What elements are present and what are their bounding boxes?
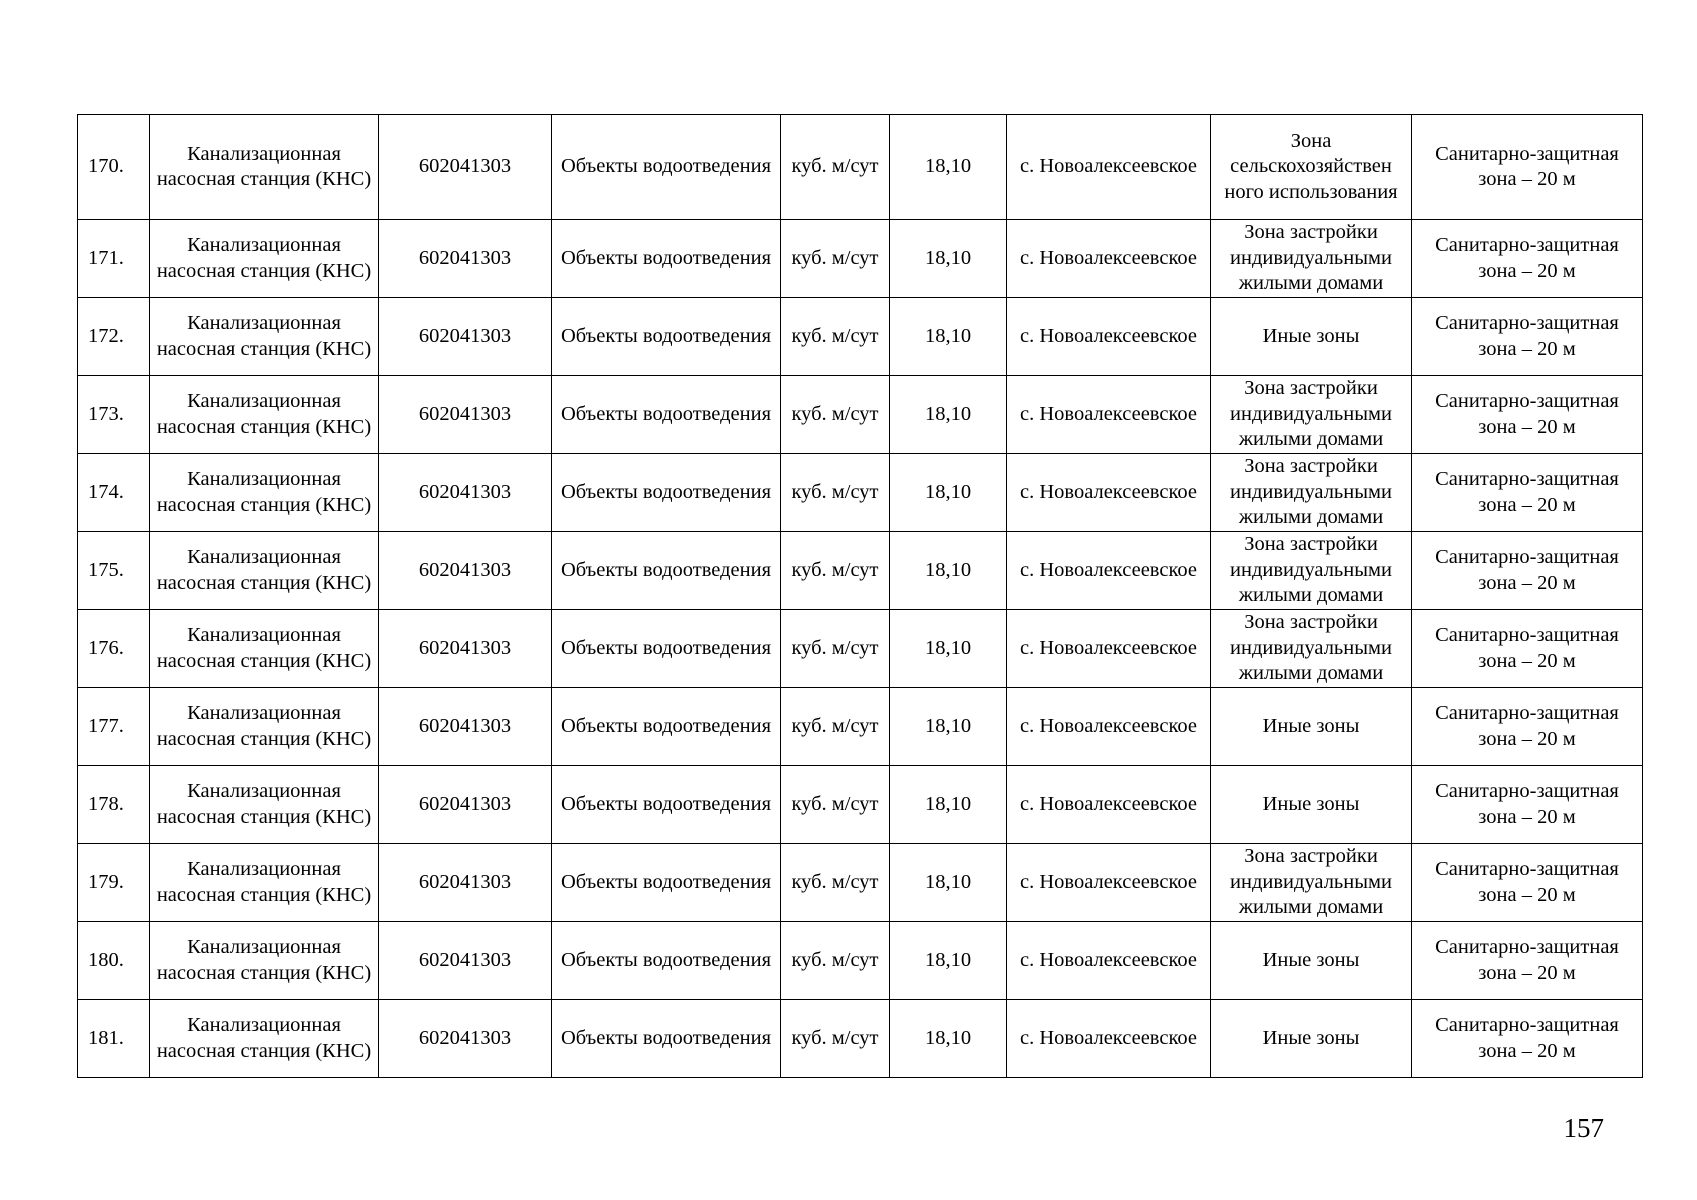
zone-restriction: Санитарно-защитная зона – 20 м [1412,766,1643,844]
object-code: 602041303 [379,376,552,454]
object-category: Объекты водоотведения [552,115,781,220]
row-number: 177. [78,688,150,766]
object-category: Объекты водоотведения [552,454,781,532]
capacity-value: 18,10 [890,610,1007,688]
zone-restriction: Санитарно-защитная зона – 20 м [1412,688,1643,766]
location: с. Новоалексеевское [1007,610,1211,688]
table-row [78,610,1643,688]
zone-restriction: Санитарно-защитная зона – 20 м [1412,922,1643,1000]
capacity-unit: куб. м/сут [781,766,890,844]
location: с. Новоалексеевское [1007,688,1211,766]
row-number: 173. [78,376,150,454]
zone-restriction: Санитарно-защитная зона – 20 м [1412,376,1643,454]
capacity-value: 18,10 [890,115,1007,220]
table-row [78,922,1643,1000]
capacity-value: 18,10 [890,922,1007,1000]
functional-zone: Иные зоны [1211,922,1412,1000]
row-number: 172. [78,298,150,376]
functional-zone: Зона застройки индивидуальными жилыми домами [1211,844,1412,922]
zone-restriction: Санитарно-защитная зона – 20 м [1412,298,1643,376]
object-category: Объекты водоотведения [552,298,781,376]
location: с. Новоалексеевское [1007,1000,1211,1078]
capacity-value: 18,10 [890,844,1007,922]
functional-zone: Зона застройки индивидуальными жилыми домами [1211,376,1412,454]
object-category: Объекты водоотведения [552,220,781,298]
object-code: 602041303 [379,766,552,844]
row-number: 170. [78,115,150,220]
functional-zone: Зона застройки индивидуальными жилыми домами [1211,610,1412,688]
table-row [78,220,1643,298]
object-code: 602041303 [379,115,552,220]
table-row [78,298,1643,376]
zone-restriction: Санитарно-защитная зона – 20 м [1412,610,1643,688]
functional-zone: Зона застройки индивидуальными жилыми домами [1211,532,1412,610]
object-code: 602041303 [379,298,552,376]
object-name: Канализационная насосная станция (КНС) [150,376,379,454]
object-name: Канализационная насосная станция (КНС) [150,688,379,766]
location: с. Новоалексеевское [1007,532,1211,610]
capacity-unit: куб. м/сут [781,532,890,610]
location: с. Новоалексеевское [1007,298,1211,376]
capacity-unit: куб. м/сут [781,922,890,1000]
table-row [78,688,1643,766]
functional-zone: Зона застройки индивидуальными жилыми домами [1211,220,1412,298]
location: с. Новоалексеевское [1007,844,1211,922]
row-number: 176. [78,610,150,688]
capacity-unit: куб. м/сут [781,115,890,220]
row-number: 178. [78,766,150,844]
functional-zone: Иные зоны [1211,298,1412,376]
table-row [78,844,1643,922]
object-name: Канализационная насосная станция (КНС) [150,220,379,298]
row-number: 181. [78,1000,150,1078]
location: с. Новоалексеевское [1007,220,1211,298]
object-code: 602041303 [379,610,552,688]
object-category: Объекты водоотведения [552,532,781,610]
object-name: Канализационная насосная станция (КНС) [150,532,379,610]
location: с. Новоалексеевское [1007,115,1211,220]
capacity-value: 18,10 [890,1000,1007,1078]
location: с. Новоалексеевское [1007,922,1211,1000]
object-category: Объекты водоотведения [552,1000,781,1078]
functional-zone: Зона сельскохозяйствен ного использования [1211,115,1412,220]
object-code: 602041303 [379,1000,552,1078]
object-code: 602041303 [379,844,552,922]
location: с. Новоалексеевское [1007,766,1211,844]
zone-restriction: Санитарно-защитная зона – 20 м [1412,532,1643,610]
capacity-unit: куб. м/сут [781,610,890,688]
object-code: 602041303 [379,688,552,766]
table-row [78,115,1643,220]
object-name: Канализационная насосная станция (КНС) [150,922,379,1000]
table-row [78,376,1643,454]
capacity-unit: куб. м/сут [781,376,890,454]
capacity-value: 18,10 [890,376,1007,454]
page-number: 157 [1563,1113,1604,1143]
capacity-value: 18,10 [890,298,1007,376]
objects-table [77,114,1643,1078]
object-category: Объекты водоотведения [552,610,781,688]
table-row [78,1000,1643,1078]
zone-restriction: Санитарно-защитная зона – 20 м [1412,115,1643,220]
capacity-unit: куб. м/сут [781,1000,890,1078]
table-body [78,115,1643,1078]
table-row [78,454,1643,532]
capacity-unit: куб. м/сут [781,298,890,376]
row-number: 180. [78,922,150,1000]
object-code: 602041303 [379,454,552,532]
object-name: Канализационная насосная станция (КНС) [150,766,379,844]
capacity-value: 18,10 [890,532,1007,610]
capacity-value: 18,10 [890,220,1007,298]
capacity-value: 18,10 [890,688,1007,766]
capacity-unit: куб. м/сут [781,844,890,922]
zone-restriction: Санитарно-защитная зона – 20 м [1412,844,1643,922]
object-code: 602041303 [379,922,552,1000]
functional-zone: Зона застройки индивидуальными жилыми домами [1211,454,1412,532]
zone-restriction: Санитарно-защитная зона – 20 м [1412,220,1643,298]
object-category: Объекты водоотведения [552,844,781,922]
location: с. Новоалексеевское [1007,454,1211,532]
object-name: Канализационная насосная станция (КНС) [150,115,379,220]
capacity-value: 18,10 [890,454,1007,532]
object-name: Канализационная насосная станция (КНС) [150,1000,379,1078]
object-category: Объекты водоотведения [552,376,781,454]
table-row [78,532,1643,610]
functional-zone: Иные зоны [1211,1000,1412,1078]
row-number: 174. [78,454,150,532]
row-number: 175. [78,532,150,610]
functional-zone: Иные зоны [1211,766,1412,844]
object-category: Объекты водоотведения [552,922,781,1000]
capacity-unit: куб. м/сут [781,454,890,532]
object-category: Объекты водоотведения [552,766,781,844]
object-name: Канализационная насосная станция (КНС) [150,454,379,532]
capacity-unit: куб. м/сут [781,220,890,298]
object-name: Канализационная насосная станция (КНС) [150,610,379,688]
capacity-unit: куб. м/сут [781,688,890,766]
zone-restriction: Санитарно-защитная зона – 20 м [1412,454,1643,532]
object-code: 602041303 [379,220,552,298]
capacity-value: 18,10 [890,766,1007,844]
location: с. Новоалексеевское [1007,376,1211,454]
object-name: Канализационная насосная станция (КНС) [150,844,379,922]
table-row [78,766,1643,844]
row-number: 179. [78,844,150,922]
object-code: 602041303 [379,532,552,610]
row-number: 171. [78,220,150,298]
functional-zone: Иные зоны [1211,688,1412,766]
object-category: Объекты водоотведения [552,688,781,766]
object-name: Канализационная насосная станция (КНС) [150,298,379,376]
zone-restriction: Санитарно-защитная зона – 20 м [1412,1000,1643,1078]
